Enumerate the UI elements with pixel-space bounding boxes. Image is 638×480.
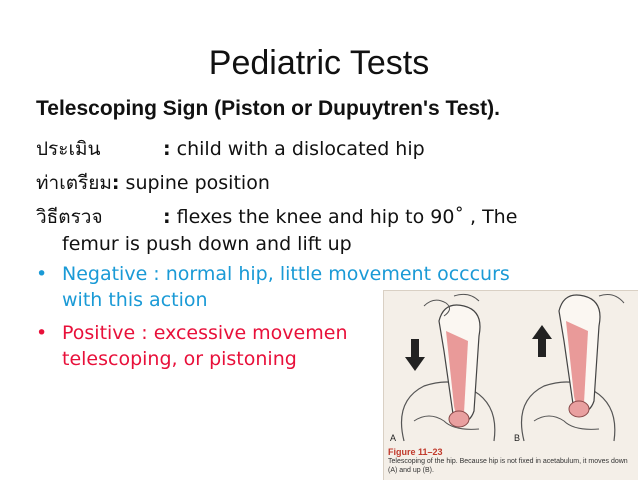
negative-line-2: with this action	[62, 289, 208, 311]
assess-sep: :	[163, 138, 171, 160]
positive-line-1: Positive : excessive movemen	[62, 322, 348, 344]
method-value	[163, 204, 517, 230]
position-label: ท่าเตรียม	[36, 172, 112, 194]
assess-text: child with a dislocated hip	[176, 138, 425, 160]
hip-illustration	[384, 291, 638, 446]
method-text: flexes the knee and hip to 90˚ , The	[176, 206, 518, 228]
figure-caption: Telescoping of the hip. Because hip is not fixed in acetabulum, it moves down (A) and up (B).	[388, 458, 628, 474]
panel-a-label: A	[390, 433, 397, 443]
method-row	[36, 204, 103, 230]
panel-b-label: B	[514, 433, 521, 443]
position-sep: :	[111, 172, 120, 194]
slide-title: Pediatric Tests	[208, 44, 430, 82]
assess-value	[163, 136, 425, 162]
assess-label: ประเมิน	[36, 138, 101, 160]
arrow-down-icon	[405, 339, 425, 371]
figure-number: Figure 11–23	[388, 447, 443, 457]
test-heading: Telescoping Sign (Piston or Dupuytren's Test).	[36, 97, 500, 120]
method-sep: :	[163, 206, 171, 228]
arrow-up-icon	[532, 325, 552, 357]
method-label: วิธีตรวจ	[36, 206, 103, 228]
panel-b-drawing	[522, 295, 625, 441]
position-text: supine position	[125, 172, 270, 194]
assess-row	[36, 136, 100, 162]
bullet-dot-negative: •	[36, 263, 48, 285]
position-row	[36, 170, 270, 196]
method-continuation: femur is push down and lift up	[62, 233, 352, 255]
negative-line-1: Negative : normal hip, little movement occcurs	[62, 263, 510, 285]
hip-telescoping-figure	[383, 290, 638, 480]
positive-line-2: telescoping, or pistoning	[62, 348, 297, 370]
bullet-dot-positive: •	[36, 322, 48, 344]
